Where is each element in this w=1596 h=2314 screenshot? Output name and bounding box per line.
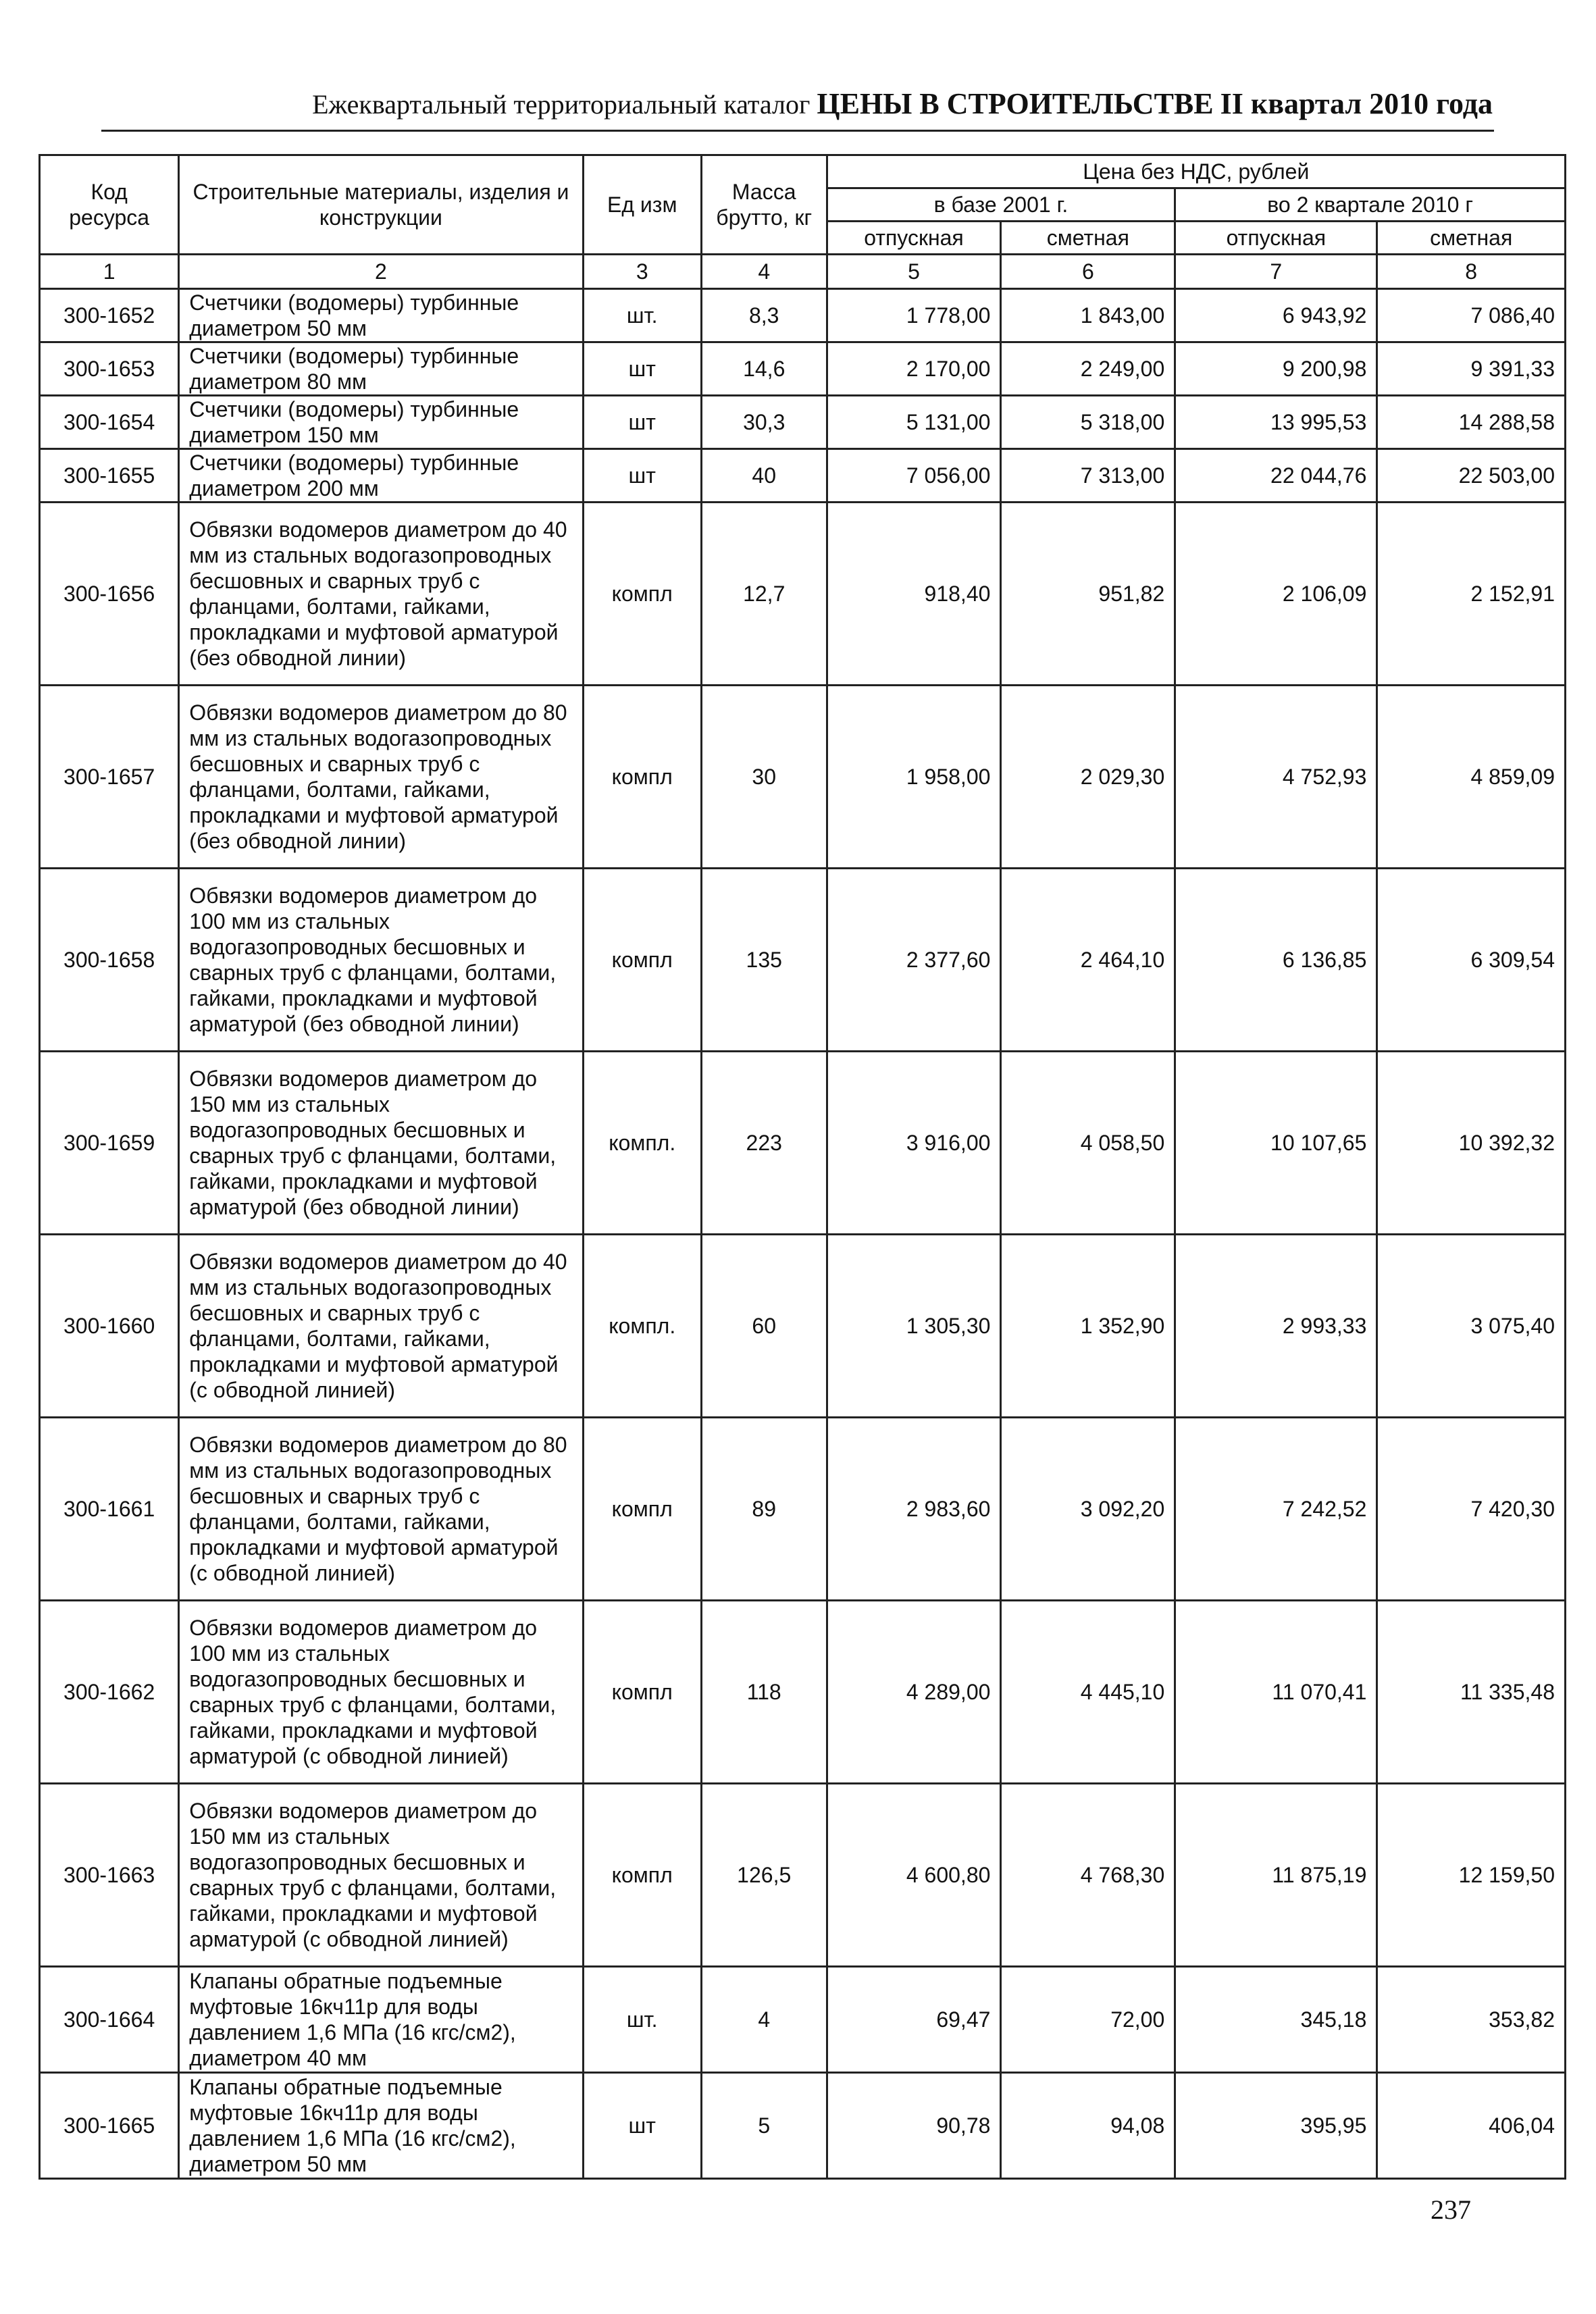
header-title: ЦЕНЫ В СТРОИТЕЛЬСТВЕ: [817, 87, 1214, 120]
price-2010-release: 6 943,92: [1175, 289, 1377, 342]
price-2001-release: 1 305,30: [827, 1235, 1001, 1418]
gross-mass: 60: [701, 1235, 827, 1418]
column-number: 6: [1001, 255, 1175, 289]
price-2001-release: 5 131,00: [827, 396, 1001, 449]
price-2001-release: 2 377,60: [827, 869, 1001, 1052]
col-header-q2-2010: во 2 квартале 2010 г: [1175, 188, 1566, 222]
table-row: [40, 503, 1566, 686]
column-number: 1: [40, 255, 179, 289]
resource-code: 300-1664: [40, 1967, 179, 2073]
price-2010-estimate: 9 391,33: [1377, 342, 1566, 396]
column-number: 8: [1377, 255, 1566, 289]
price-2010-release: 11 070,41: [1175, 1601, 1377, 1784]
resource-code: 300-1661: [40, 1418, 179, 1601]
price-2001-estimate: 2 464,10: [1001, 869, 1175, 1052]
price-2010-estimate: 7 086,40: [1377, 289, 1566, 342]
resource-code: 300-1658: [40, 869, 179, 1052]
unit: шт: [583, 396, 701, 449]
price-2010-release: 10 107,65: [1175, 1052, 1377, 1235]
col-header-estimate: сметная: [1001, 222, 1175, 255]
price-catalog-table: [38, 154, 1566, 2180]
unit: шт: [583, 449, 701, 503]
table-row: [40, 396, 1566, 449]
material-description: Обвязки водомеров диаметром до 80 мм из стальных водогазопроводных бесшовных и сварных труб с фланцами, болтами, гайками, прокладками и муфтовой арматурой (без обводной линии): [179, 686, 583, 869]
price-2010-estimate: 4 859,09: [1377, 686, 1566, 869]
table-row: [40, 449, 1566, 503]
unit: компл: [583, 503, 701, 686]
price-2010-release: 4 752,93: [1175, 686, 1377, 869]
column-number: 7: [1175, 255, 1377, 289]
material-description: Обвязки водомеров диаметром до 80 мм из стальных водогазопроводных бесшовных и сварных труб с фланцами, болтами, гайками, прокладками и муфтовой арматурой (с обводной линией): [179, 1418, 583, 1601]
col-header-unit: Ед изм: [583, 155, 701, 255]
price-2001-release: 918,40: [827, 503, 1001, 686]
table-row: [40, 1784, 1566, 1967]
price-2001-release: 3 916,00: [827, 1052, 1001, 1235]
price-2001-release: 2 170,00: [827, 342, 1001, 396]
price-2010-release: 6 136,85: [1175, 869, 1377, 1052]
price-2010-estimate: 406,04: [1377, 2073, 1566, 2179]
resource-code: 300-1665: [40, 2073, 179, 2179]
material-description: Обвязки водомеров диаметром до 40 мм из стальных водогазопроводных бесшовных и сварных труб с фланцами, болтами, гайками, прокладками и муфтовой арматурой (с обводной линией): [179, 1235, 583, 1418]
unit: компл: [583, 869, 701, 1052]
price-2010-estimate: 6 309,54: [1377, 869, 1566, 1052]
column-number: 2: [179, 255, 583, 289]
header-prefix: Ежеквартальный территориальный каталог: [312, 89, 810, 120]
price-2001-release: 69,47: [827, 1967, 1001, 2073]
col-header-estimate: сметная: [1377, 222, 1566, 255]
price-2010-estimate: 22 503,00: [1377, 449, 1566, 503]
col-header-price: Цена без НДС, рублей: [827, 155, 1565, 188]
price-2001-release: 7 056,00: [827, 449, 1001, 503]
price-2010-release: 2 106,09: [1175, 503, 1377, 686]
gross-mass: 30: [701, 686, 827, 869]
unit: компл.: [583, 1235, 701, 1418]
price-2001-estimate: 1 352,90: [1001, 1235, 1175, 1418]
price-2001-estimate: 5 318,00: [1001, 396, 1175, 449]
gross-mass: 14,6: [701, 342, 827, 396]
price-2001-estimate: 3 092,20: [1001, 1418, 1175, 1601]
price-2001-estimate: 7 313,00: [1001, 449, 1175, 503]
gross-mass: 5: [701, 2073, 827, 2179]
unit: шт: [583, 342, 701, 396]
price-2010-release: 7 242,52: [1175, 1418, 1377, 1601]
price-2010-estimate: 12 159,50: [1377, 1784, 1566, 1967]
price-2001-release: 4 600,80: [827, 1784, 1001, 1967]
gross-mass: 40: [701, 449, 827, 503]
price-2001-estimate: 2 029,30: [1001, 686, 1175, 869]
gross-mass: 89: [701, 1418, 827, 1601]
resource-code: 300-1662: [40, 1601, 179, 1784]
unit: шт: [583, 2073, 701, 2179]
price-2010-release: 345,18: [1175, 1967, 1377, 2073]
price-2010-estimate: 7 420,30: [1377, 1418, 1566, 1601]
gross-mass: 118: [701, 1601, 827, 1784]
col-header-base-2001: в базе 2001 г.: [827, 188, 1175, 222]
table-row: [40, 1418, 1566, 1601]
column-number: 5: [827, 255, 1001, 289]
price-2010-release: 9 200,98: [1175, 342, 1377, 396]
unit: компл.: [583, 1052, 701, 1235]
col-header-code: Код ресурса: [40, 155, 179, 255]
price-2001-estimate: 951,82: [1001, 503, 1175, 686]
resource-code: 300-1663: [40, 1784, 179, 1967]
table-row: [40, 869, 1566, 1052]
col-header-mass: Масса брутто, кг: [701, 155, 827, 255]
resource-code: 300-1659: [40, 1052, 179, 1235]
header-rule: [101, 130, 1494, 132]
price-2001-estimate: 72,00: [1001, 1967, 1175, 2073]
material-description: Счетчики (водомеры) турбинные диаметром 200 мм: [179, 449, 583, 503]
price-2001-release: 2 983,60: [827, 1418, 1001, 1601]
price-2010-release: 2 993,33: [1175, 1235, 1377, 1418]
price-2010-release: 22 044,76: [1175, 449, 1377, 503]
price-2001-estimate: 4 768,30: [1001, 1784, 1175, 1967]
unit: компл: [583, 686, 701, 869]
table-row: [40, 1967, 1566, 2073]
gross-mass: 8,3: [701, 289, 827, 342]
unit: шт.: [583, 1967, 701, 2073]
material-description: Обвязки водомеров диаметром до 100 мм из стальных водогазопроводных бесшовных и сварных труб с фланцами, болтами, гайками, прокладками и муфтовой арматурой (без обводной линии): [179, 869, 583, 1052]
col-header-release: отпускная: [1175, 222, 1377, 255]
resource-code: 300-1656: [40, 503, 179, 686]
price-2001-estimate: 2 249,00: [1001, 342, 1175, 396]
material-description: Счетчики (водомеры) турбинные диаметром 150 мм: [179, 396, 583, 449]
gross-mass: 12,7: [701, 503, 827, 686]
header-suffix: II квартал 2010 года: [1220, 87, 1493, 120]
page-header: [101, 86, 1493, 121]
material-description: Обвязки водомеров диаметром до 150 мм из стальных водогазопроводных бесшовных и сварных труб с фланцами, болтами, гайками, прокладками и муфтовой арматурой (с обводной линией): [179, 1784, 583, 1967]
resource-code: 300-1653: [40, 342, 179, 396]
price-2010-release: 11 875,19: [1175, 1784, 1377, 1967]
price-2010-estimate: 10 392,32: [1377, 1052, 1566, 1235]
price-2010-estimate: 2 152,91: [1377, 503, 1566, 686]
gross-mass: 4: [701, 1967, 827, 2073]
price-2010-estimate: 14 288,58: [1377, 396, 1566, 449]
gross-mass: 223: [701, 1052, 827, 1235]
price-2001-estimate: 4 445,10: [1001, 1601, 1175, 1784]
table-row: [40, 686, 1566, 869]
col-header-release: отпускная: [827, 222, 1001, 255]
col-header-materials: Строительные материалы, изделия и конструкции: [179, 155, 583, 255]
price-2001-estimate: 94,08: [1001, 2073, 1175, 2179]
resource-code: 300-1657: [40, 686, 179, 869]
price-2010-release: 395,95: [1175, 2073, 1377, 2179]
unit: шт.: [583, 289, 701, 342]
table-row: [40, 2073, 1566, 2179]
column-number: 3: [583, 255, 701, 289]
unit: компл: [583, 1784, 701, 1967]
material-description: Клапаны обратные подъемные муфтовые 16кч11р для воды давлением 1,6 МПа (16 кгс/см2), диаметром 50 мм: [179, 2073, 583, 2179]
resource-code: 300-1654: [40, 396, 179, 449]
resource-code: 300-1655: [40, 449, 179, 503]
table-row: [40, 342, 1566, 396]
unit: компл: [583, 1418, 701, 1601]
table-row: [40, 1052, 1566, 1235]
price-2001-release: 1 778,00: [827, 289, 1001, 342]
gross-mass: 126,5: [701, 1784, 827, 1967]
column-number: 4: [701, 255, 827, 289]
material-description: Клапаны обратные подъемные муфтовые 16кч11р для воды давлением 1,6 МПа (16 кгс/см2), диаметром 40 мм: [179, 1967, 583, 2073]
gross-mass: 135: [701, 869, 827, 1052]
table-row: [40, 1235, 1566, 1418]
material-description: Обвязки водомеров диаметром до 40 мм из стальных водогазопроводных бесшовных и сварных труб с фланцами, болтами, гайками, прокладками и муфтовой арматурой (без обводной линии): [179, 503, 583, 686]
table-row: [40, 1601, 1566, 1784]
gross-mass: 30,3: [701, 396, 827, 449]
price-2010-estimate: 11 335,48: [1377, 1601, 1566, 1784]
material-description: Обвязки водомеров диаметром до 100 мм из стальных водогазопроводных бесшовных и сварных труб с фланцами, болтами, гайками, прокладками и муфтовой арматурой (с обводной линией): [179, 1601, 583, 1784]
price-2001-estimate: 1 843,00: [1001, 289, 1175, 342]
page-number: 237: [1431, 2194, 1471, 2225]
price-2001-estimate: 4 058,50: [1001, 1052, 1175, 1235]
unit: компл: [583, 1601, 701, 1784]
price-2010-estimate: 3 075,40: [1377, 1235, 1566, 1418]
price-2001-release: 1 958,00: [827, 686, 1001, 869]
material-description: Счетчики (водомеры) турбинные диаметром 50 мм: [179, 289, 583, 342]
price-2001-release: 4 289,00: [827, 1601, 1001, 1784]
material-description: Счетчики (водомеры) турбинные диаметром 80 мм: [179, 342, 583, 396]
price-2010-release: 13 995,53: [1175, 396, 1377, 449]
material-description: Обвязки водомеров диаметром до 150 мм из стальных водогазопроводных бесшовных и сварных труб с фланцами, болтами, гайками, прокладками и муфтовой арматурой (без обводной линии): [179, 1052, 583, 1235]
resource-code: 300-1660: [40, 1235, 179, 1418]
table-row: [40, 289, 1566, 342]
resource-code: 300-1652: [40, 289, 179, 342]
price-2010-estimate: 353,82: [1377, 1967, 1566, 2073]
price-2001-release: 90,78: [827, 2073, 1001, 2179]
